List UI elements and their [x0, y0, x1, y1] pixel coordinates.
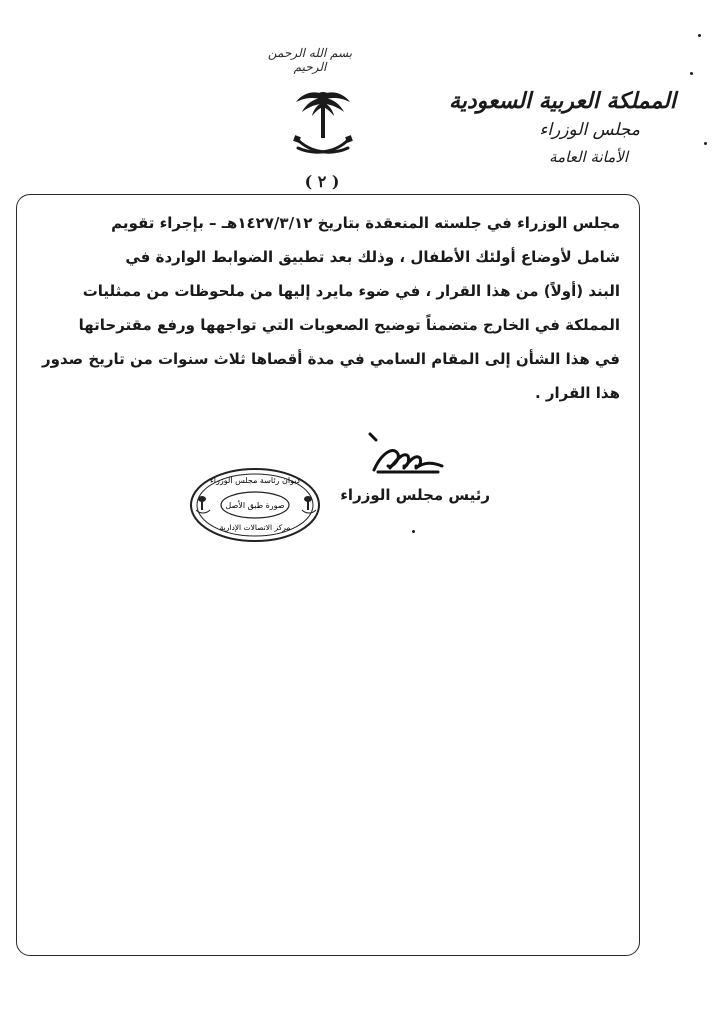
text-line: شامل لأوضاع أولئك الأطفال ، وذلك بعد تطبيق الضوابط الواردة في [125, 248, 620, 266]
stamp-top-text: ديوان رئاسة مجلس الوزراء [210, 476, 300, 485]
scan-speck [690, 72, 693, 75]
handwritten-signature-icon [368, 432, 448, 482]
scan-speck [412, 530, 415, 533]
basmala: بسم الله الرحمن الرحيم [267, 46, 353, 74]
palm-and-swords-icon [290, 86, 356, 166]
text-line: المملكة في الخارج متضمناً توضيح الصعوبات التي تواجهها ورفع مقترحاتها [78, 316, 620, 334]
scan-speck [698, 34, 701, 37]
letterhead-secretariat: الأمانة العامة [549, 148, 628, 166]
text-line: هذا القرار . [534, 384, 620, 402]
letterhead-council: مجلس الوزراء [539, 120, 640, 140]
text-line: البند (أولاً) من هذا القرار ، في ضوء مايرد إليها من ملحوظات من ممثليات [82, 282, 620, 300]
stamp-bottom-text: مركز الاتصالات الإدارية [219, 523, 291, 532]
page-number: ( ٢ ) [304, 172, 340, 191]
decision-text [42, 206, 620, 410]
text-line: مجلس الوزراء في جلسته المنعقدة بتاريخ ١٤٢٧/٣/١٢هـ – بإجراء تقويم [111, 214, 620, 232]
official-seal-icon [188, 466, 322, 544]
scan-speck [704, 142, 707, 145]
signature-title: رئيس مجلس الوزراء [340, 486, 490, 504]
stamp-center-text: صورة طبق الأصل [225, 501, 285, 510]
letterhead-country: المملكة العربية السعودية [448, 88, 676, 114]
text-line: في هذا الشأن إلى المقام السامي في مدة أقصاها ثلاث سنوات من تاريخ صدور [42, 350, 620, 368]
letterhead [436, 86, 676, 170]
